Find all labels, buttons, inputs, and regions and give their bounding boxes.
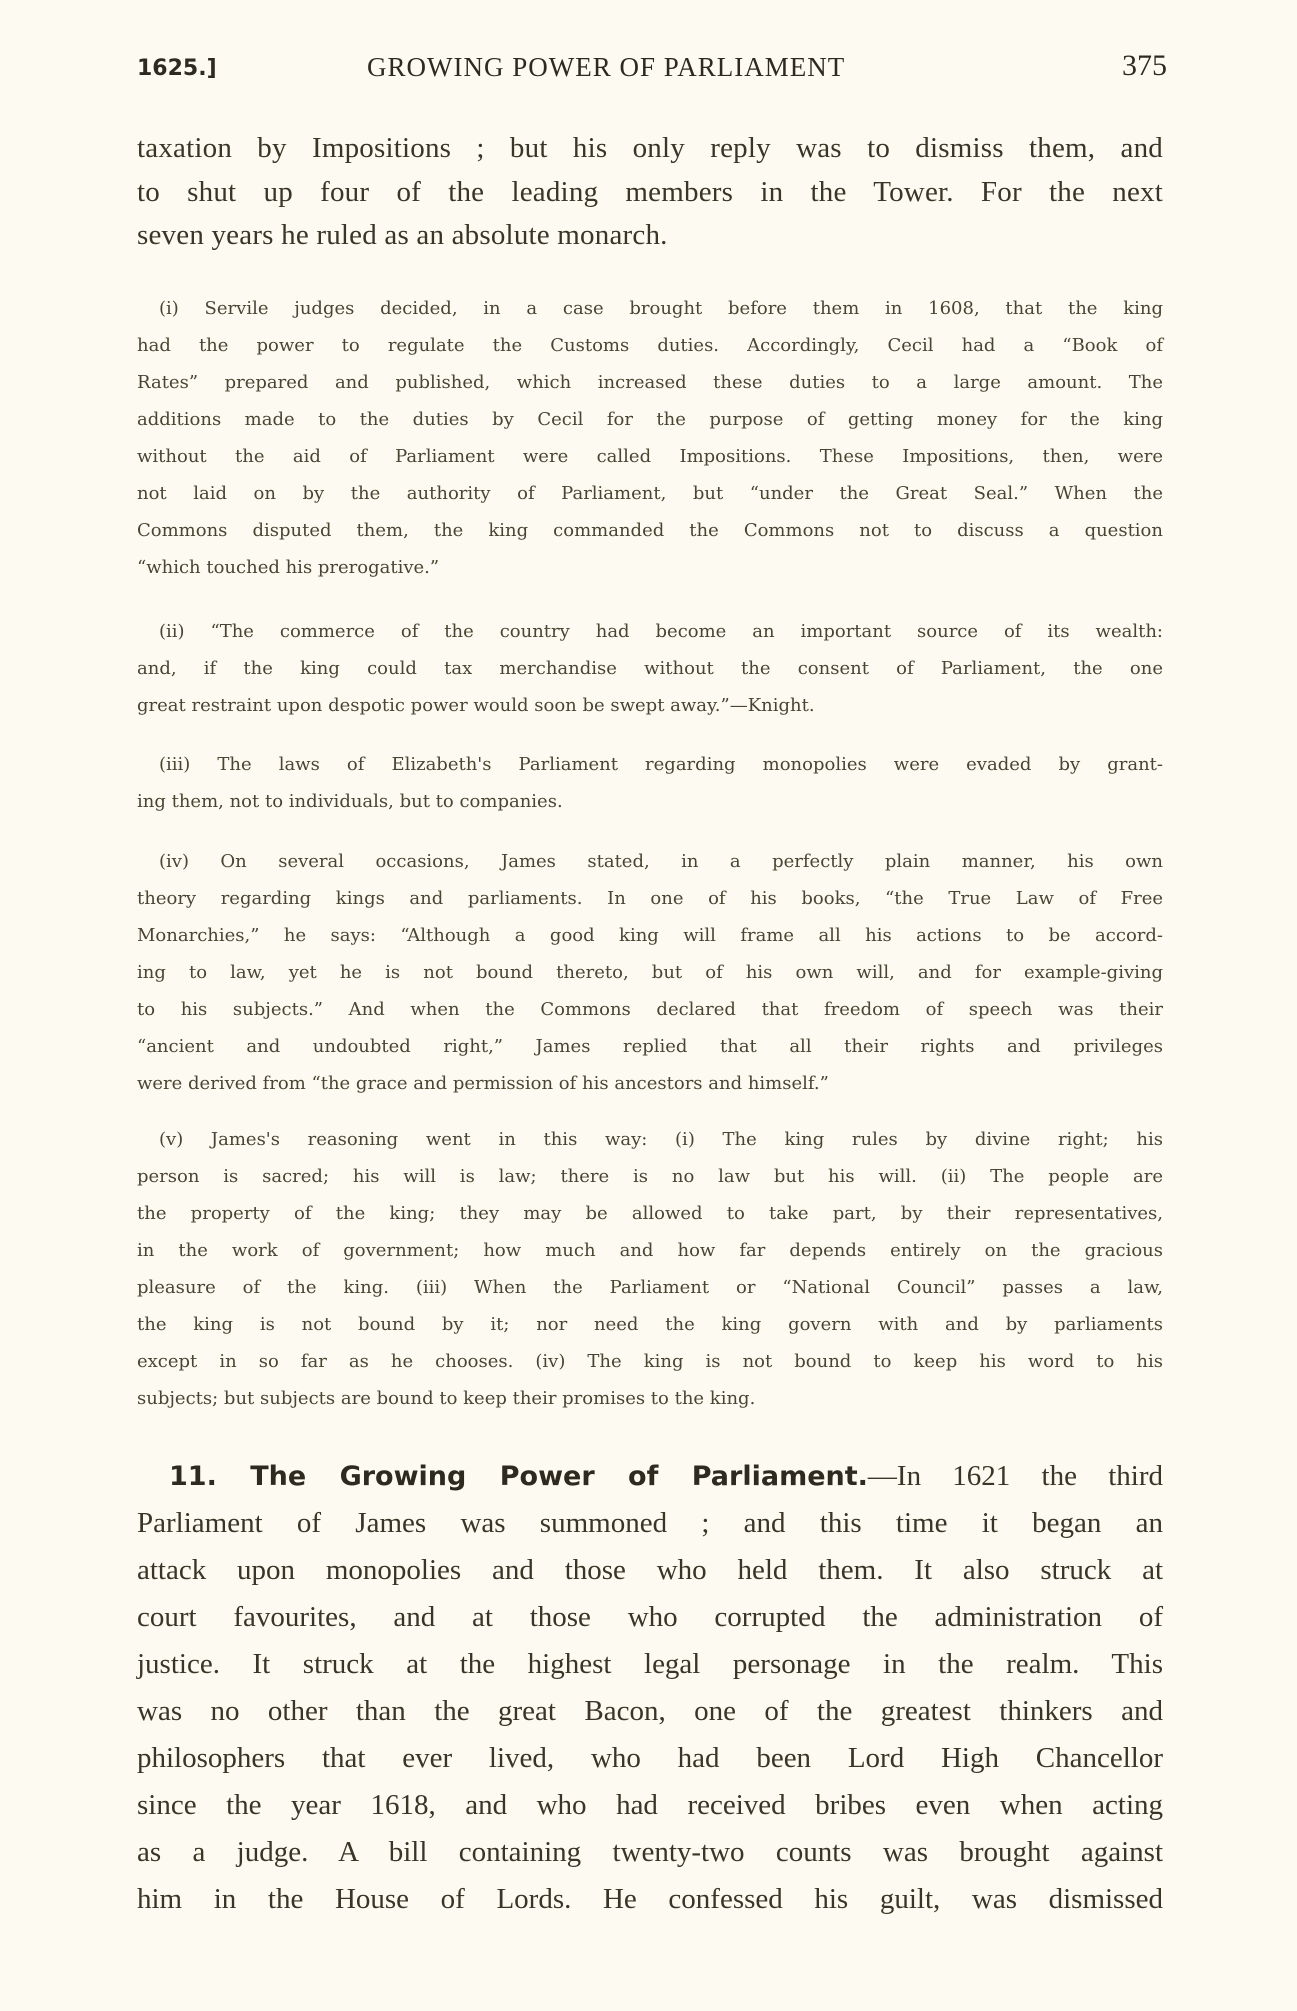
note-i (137, 290, 1163, 586)
text-line: to his subjects.” And when the Commons declared that freedom of speech was their (137, 999, 1163, 1020)
text-line: “ancient and undoubted right,” James replied that all their rights and privileges (137, 1036, 1163, 1057)
text-line: to shut up four of the leading members in the Tower. For the next (137, 175, 1163, 208)
text-line: subjects; but subjects are bound to keep their promises to the king. (137, 1388, 756, 1409)
text-line: (iv) On several occasions, James stated, in a perfectly plain manner, his own (159, 851, 1163, 872)
text-line: was no other than the great Bacon, one of the greatest thinkers and (137, 1695, 1163, 1727)
note-iv (137, 843, 1163, 1102)
text-line: in the work of government; how much and how far depends entirely on the gracious (137, 1240, 1163, 1261)
text-line: (v) James's reasoning went in this way: (i) The king rules by divine right; his (159, 1129, 1163, 1150)
text-line: Rates” prepared and published, which increased these duties to a large amount. The (137, 372, 1163, 393)
section-11 (137, 1453, 1163, 1923)
text-line: were derived from “the grace and permission of his ancestors and himself.” (137, 1073, 829, 1094)
text-line: him in the House of Lords. He confessed his guilt, was dismissed (137, 1883, 1163, 1915)
page-number: 375 (1122, 49, 1167, 82)
intro-paragraph (137, 127, 1163, 258)
section-first-line (137, 1453, 1163, 1500)
text-line: and, if the king could tax merchandise without the consent of Parliament, the one (137, 658, 1163, 679)
section-heading: 11. The Growing Power of Parliament. (169, 1461, 868, 1492)
text-line: ing to law, yet he is not bound thereto, but of his own will, and for example-giving (137, 962, 1163, 983)
text-line: as a judge. A bill containing twenty-two counts was brought against (137, 1836, 1163, 1868)
text-line: (i) Servile judges decided, in a case brought before them in 1608, that the king (159, 298, 1163, 319)
text-line: except in so far as he chooses. (iv) The king is not bound to keep his word to his (137, 1351, 1163, 1372)
header-year: 1625.] (137, 56, 217, 81)
note-ii (137, 613, 1163, 724)
text-line: “which touched his prerogative.” (137, 557, 440, 578)
text-line: philosophers that ever lived, who had been Lord High Chancellor (137, 1742, 1163, 1774)
text-line: taxation by Impositions ; but his only reply was to dismiss them, and (137, 132, 1163, 164)
text-line: Commons disputed them, the king commanded the Commons not to discuss a question (137, 520, 1163, 541)
text-line: pleasure of the king. (iii) When the Parliament or “National Council” passes a law, (137, 1277, 1163, 1298)
text-line: (iii) The laws of Elizabeth's Parliament regarding monopolies were evaded by grant- (159, 754, 1163, 775)
running-header (137, 49, 1167, 92)
text-line: ing them, not to individuals, but to companies. (137, 791, 563, 812)
text-line: great restraint upon despotic power would soon be swept away.”—Knight. (137, 695, 815, 716)
text-line: since the year 1618, and who had received bribes even when acting (137, 1789, 1163, 1821)
text-line: (ii) “The commerce of the country had become an important source of its wealth: (159, 621, 1163, 642)
text-line: additions made to the duties by Cecil for the purpose of getting money for the king (137, 409, 1163, 430)
text-line: Monarchies,” he says: “Although a good king will frame all his actions to be accord- (137, 925, 1163, 946)
text-line: theory regarding kings and parliaments. In one of his books, “the True Law of Free (137, 888, 1163, 909)
text-line: without the aid of Parliament were called Impositions. These Impositions, then, were (137, 446, 1163, 467)
text-line: Parliament of James was summoned ; and this time it began an (137, 1507, 1163, 1539)
text-line: court favourites, and at those who corrupted the administration of (137, 1601, 1163, 1633)
text-line: justice. It struck at the highest legal personage in the realm. This (137, 1648, 1163, 1680)
text-line: person is sacred; his will is law; there is no law but his will. (ii) The people are (137, 1166, 1163, 1187)
text-line: not laid on by the authority of Parliament, but “under the Great Seal.” When the (137, 483, 1163, 504)
text-line: attack upon monopolies and those who held them. It also struck at (137, 1554, 1163, 1586)
header-title: GROWING POWER OF PARLIAMENT (367, 52, 846, 82)
note-v (137, 1121, 1163, 1417)
text-line: the property of the king; they may be allowed to take part, by their representatives, (137, 1203, 1163, 1224)
text-line: —In 1621 the third (867, 1460, 1164, 1492)
note-iii (137, 746, 1163, 820)
text-line: the king is not bound by it; nor need the king govern with and by parliaments (137, 1314, 1163, 1335)
text-line: had the power to regulate the Customs duties. Accordingly, Cecil had a “Book of (137, 335, 1163, 356)
text-line: seven years he ruled as an absolute monarch. (137, 219, 668, 251)
